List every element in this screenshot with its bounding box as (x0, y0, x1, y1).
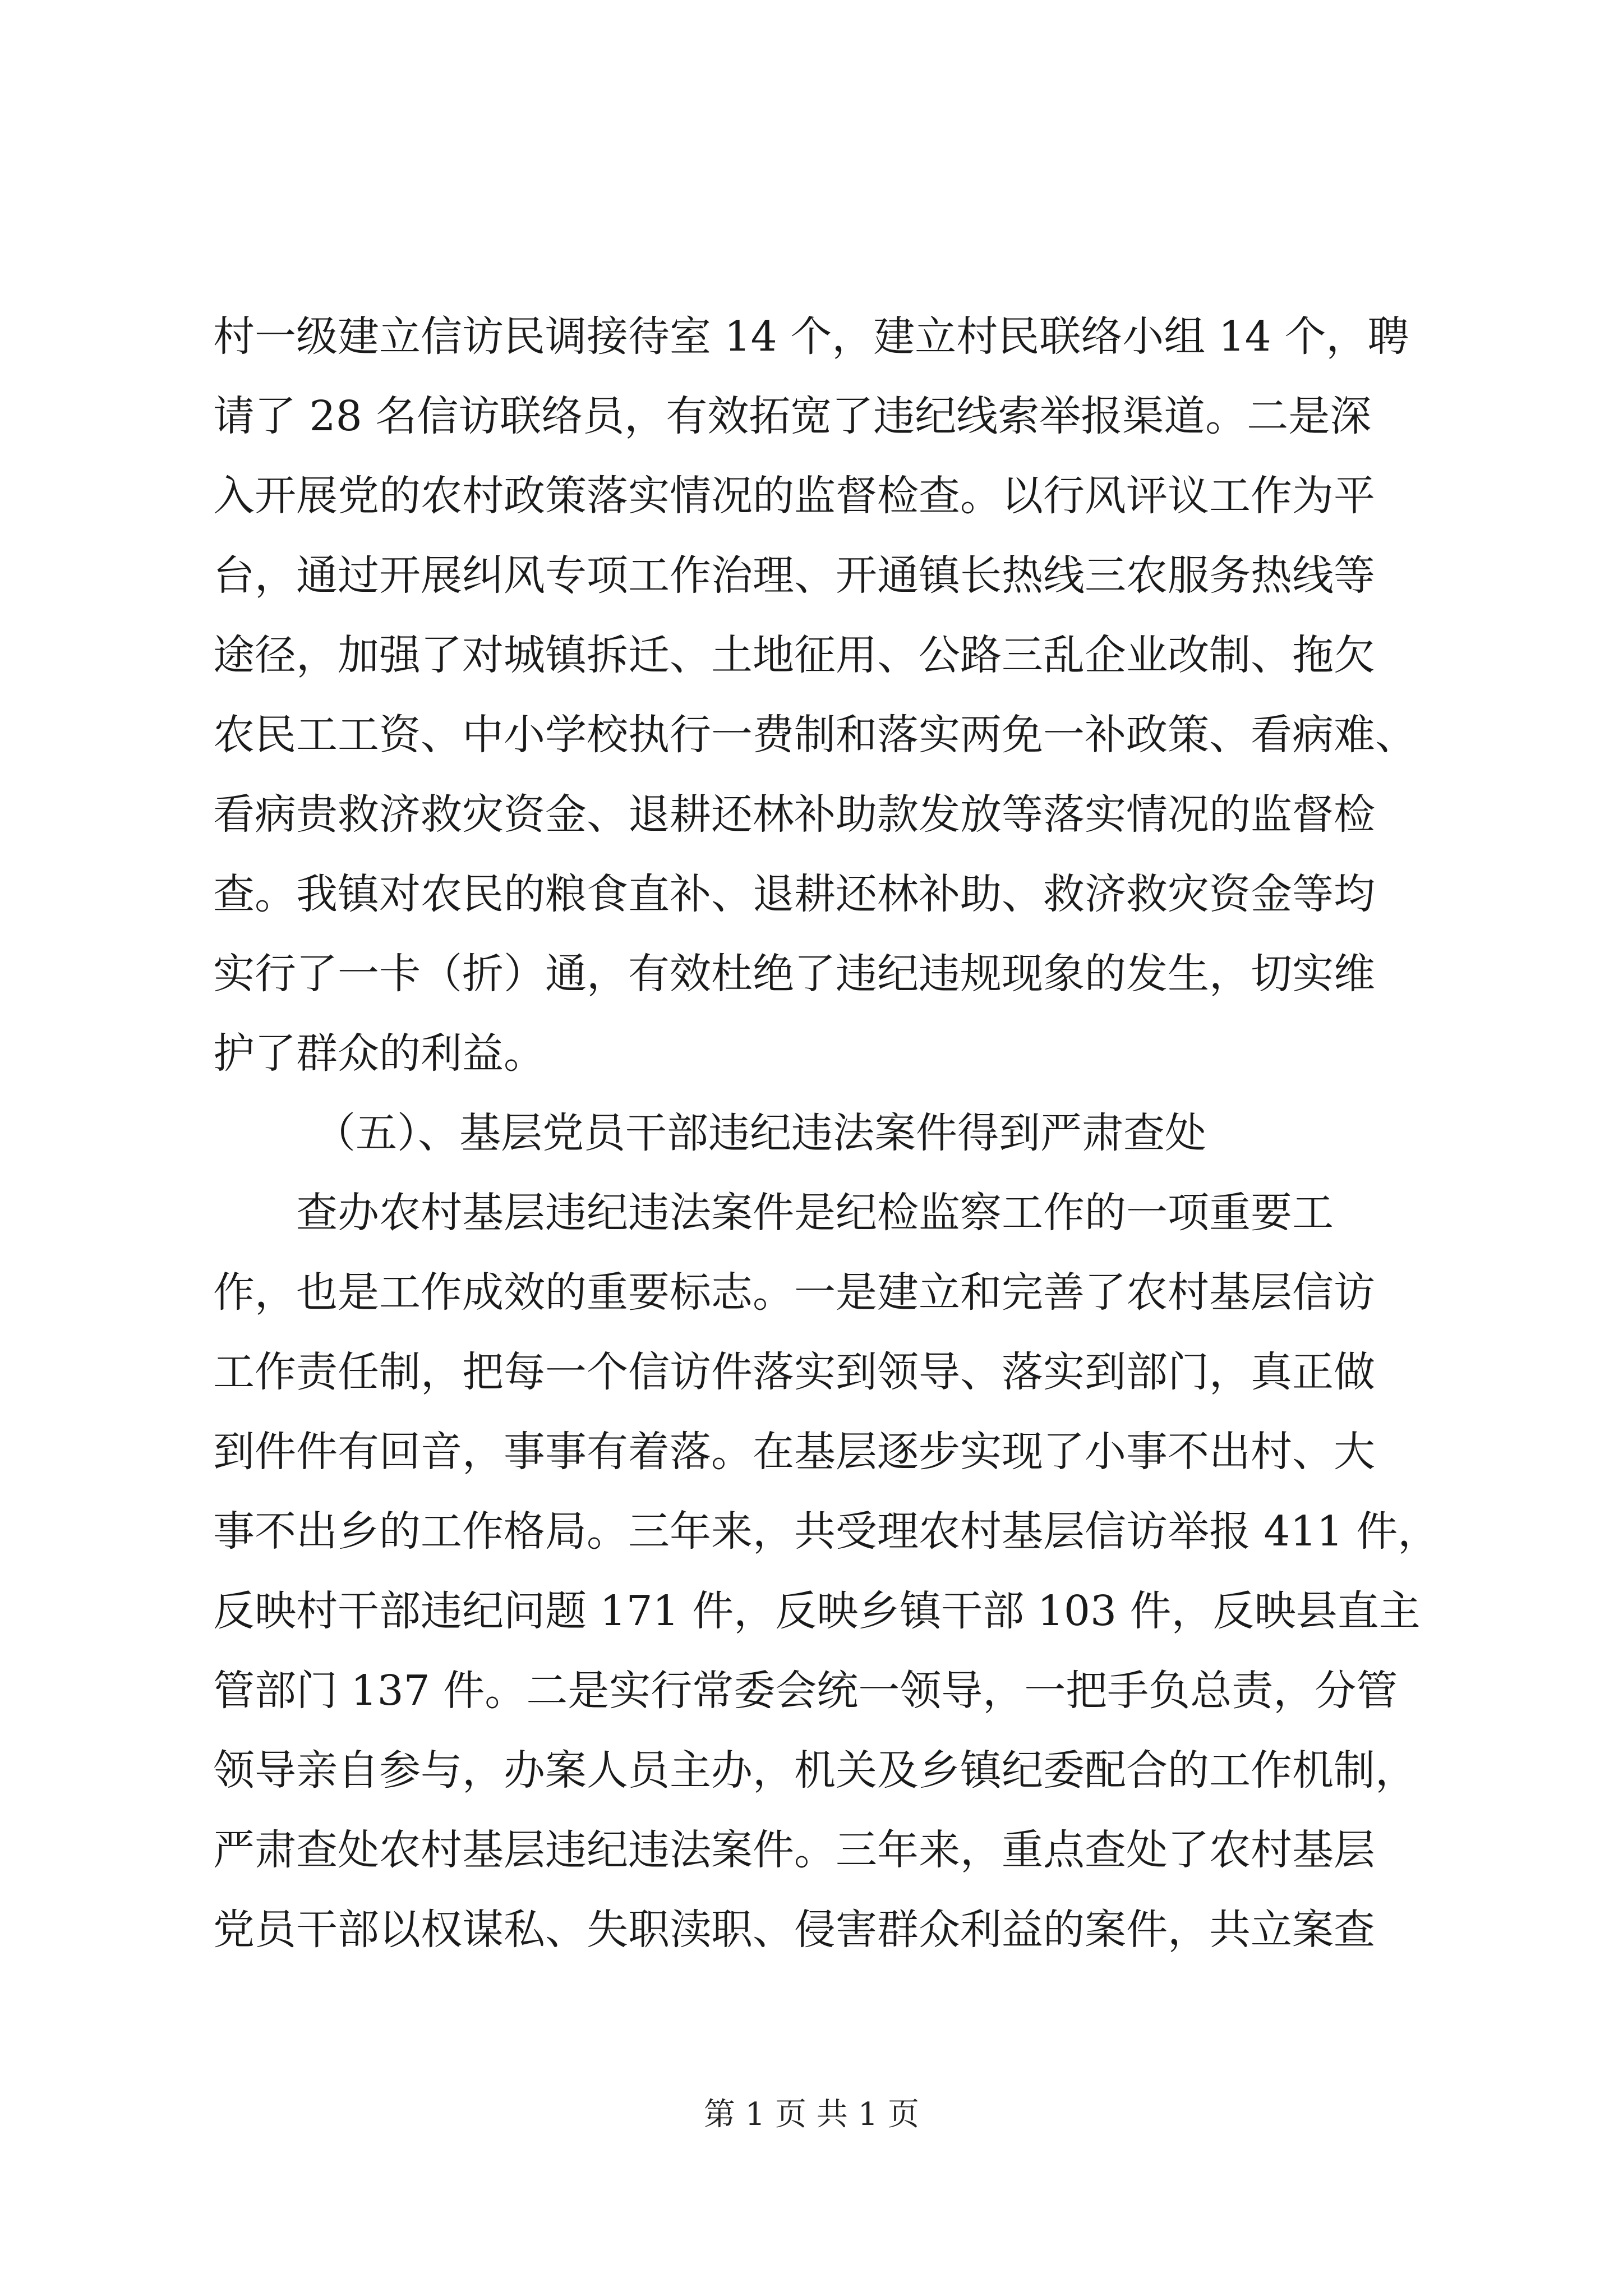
body-line: 查。我镇对农民的粮食直补、退耕还林补助、救济救灾资金等均 (213, 870, 1375, 918)
body-line: 严肃查处农村基层违纪违法案件。三年来，重点查处了农村基层 (213, 1826, 1375, 1874)
body-line: 事不出乡的工作格局。三年来，共受理农村基层信访举报 411 件， (213, 1507, 1440, 1556)
body-line: 入开展党的农村政策落实情况的监督检查。以行风评议工作为平 (213, 472, 1375, 520)
body-line: 护了群众的利益。 (213, 1029, 545, 1078)
body-line: 作，也是工作成效的重要标志。一是建立和完善了农村基层信访 (213, 1268, 1375, 1317)
paragraph-first-line: 查办农村基层违纪违法案件是纪检监察工作的一项重要工 (296, 1189, 1334, 1237)
body-line: 领导亲自参与，办案人员主办，机关及乡镇纪委配合的工作机制， (213, 1746, 1417, 1795)
body-line: 请了 28 名信访联络员，有效拓宽了违纪线索举报渠道。二是深 (213, 392, 1372, 440)
body-line: 党员干部以权谋私、失职渎职、侵害群众利益的案件，共立案查 (213, 1906, 1375, 1954)
body-line: 村一级建立信访民调接待室 14 个，建立村民联络小组 14 个，聘 (213, 312, 1409, 361)
body-line: 途径，加强了对城镇拆迁、土地征用、公路三乱企业改制、拖欠 (213, 631, 1375, 679)
section-heading: （五）、基层党员干部违纪违法案件得到严肃查处 (314, 1109, 1206, 1157)
body-line: 管部门 137 件。二是实行常委会统一领导，一把手负总责，分管 (213, 1667, 1398, 1715)
body-line: 台，通过开展纠风专项工作治理、开通镇长热线三农服务热线等 (213, 551, 1375, 600)
page-footer: 第 1 页 共 1 页 (703, 2096, 920, 2133)
body-line: 到件件有回音，事事有着落。在基层逐步实现了小事不出村、大 (213, 1428, 1375, 1476)
body-line: 农民工工资、中小学校执行一费制和落实两免一补政策、看病难、 (213, 711, 1417, 759)
body-line: 工作责任制，把每一个信访件落实到领导、落实到部门，真正做 (213, 1348, 1375, 1396)
body-line: 实行了一卡（折）通，有效杜绝了违纪违规现象的发生，切实维 (213, 950, 1375, 998)
body-line: 反映村干部违纪问题 171 件，反映乡镇干部 103 件，反映县直主 (213, 1587, 1421, 1635)
body-line: 看病贵救济救灾资金、退耕还林补助款发放等落实情况的监督检 (213, 790, 1375, 839)
